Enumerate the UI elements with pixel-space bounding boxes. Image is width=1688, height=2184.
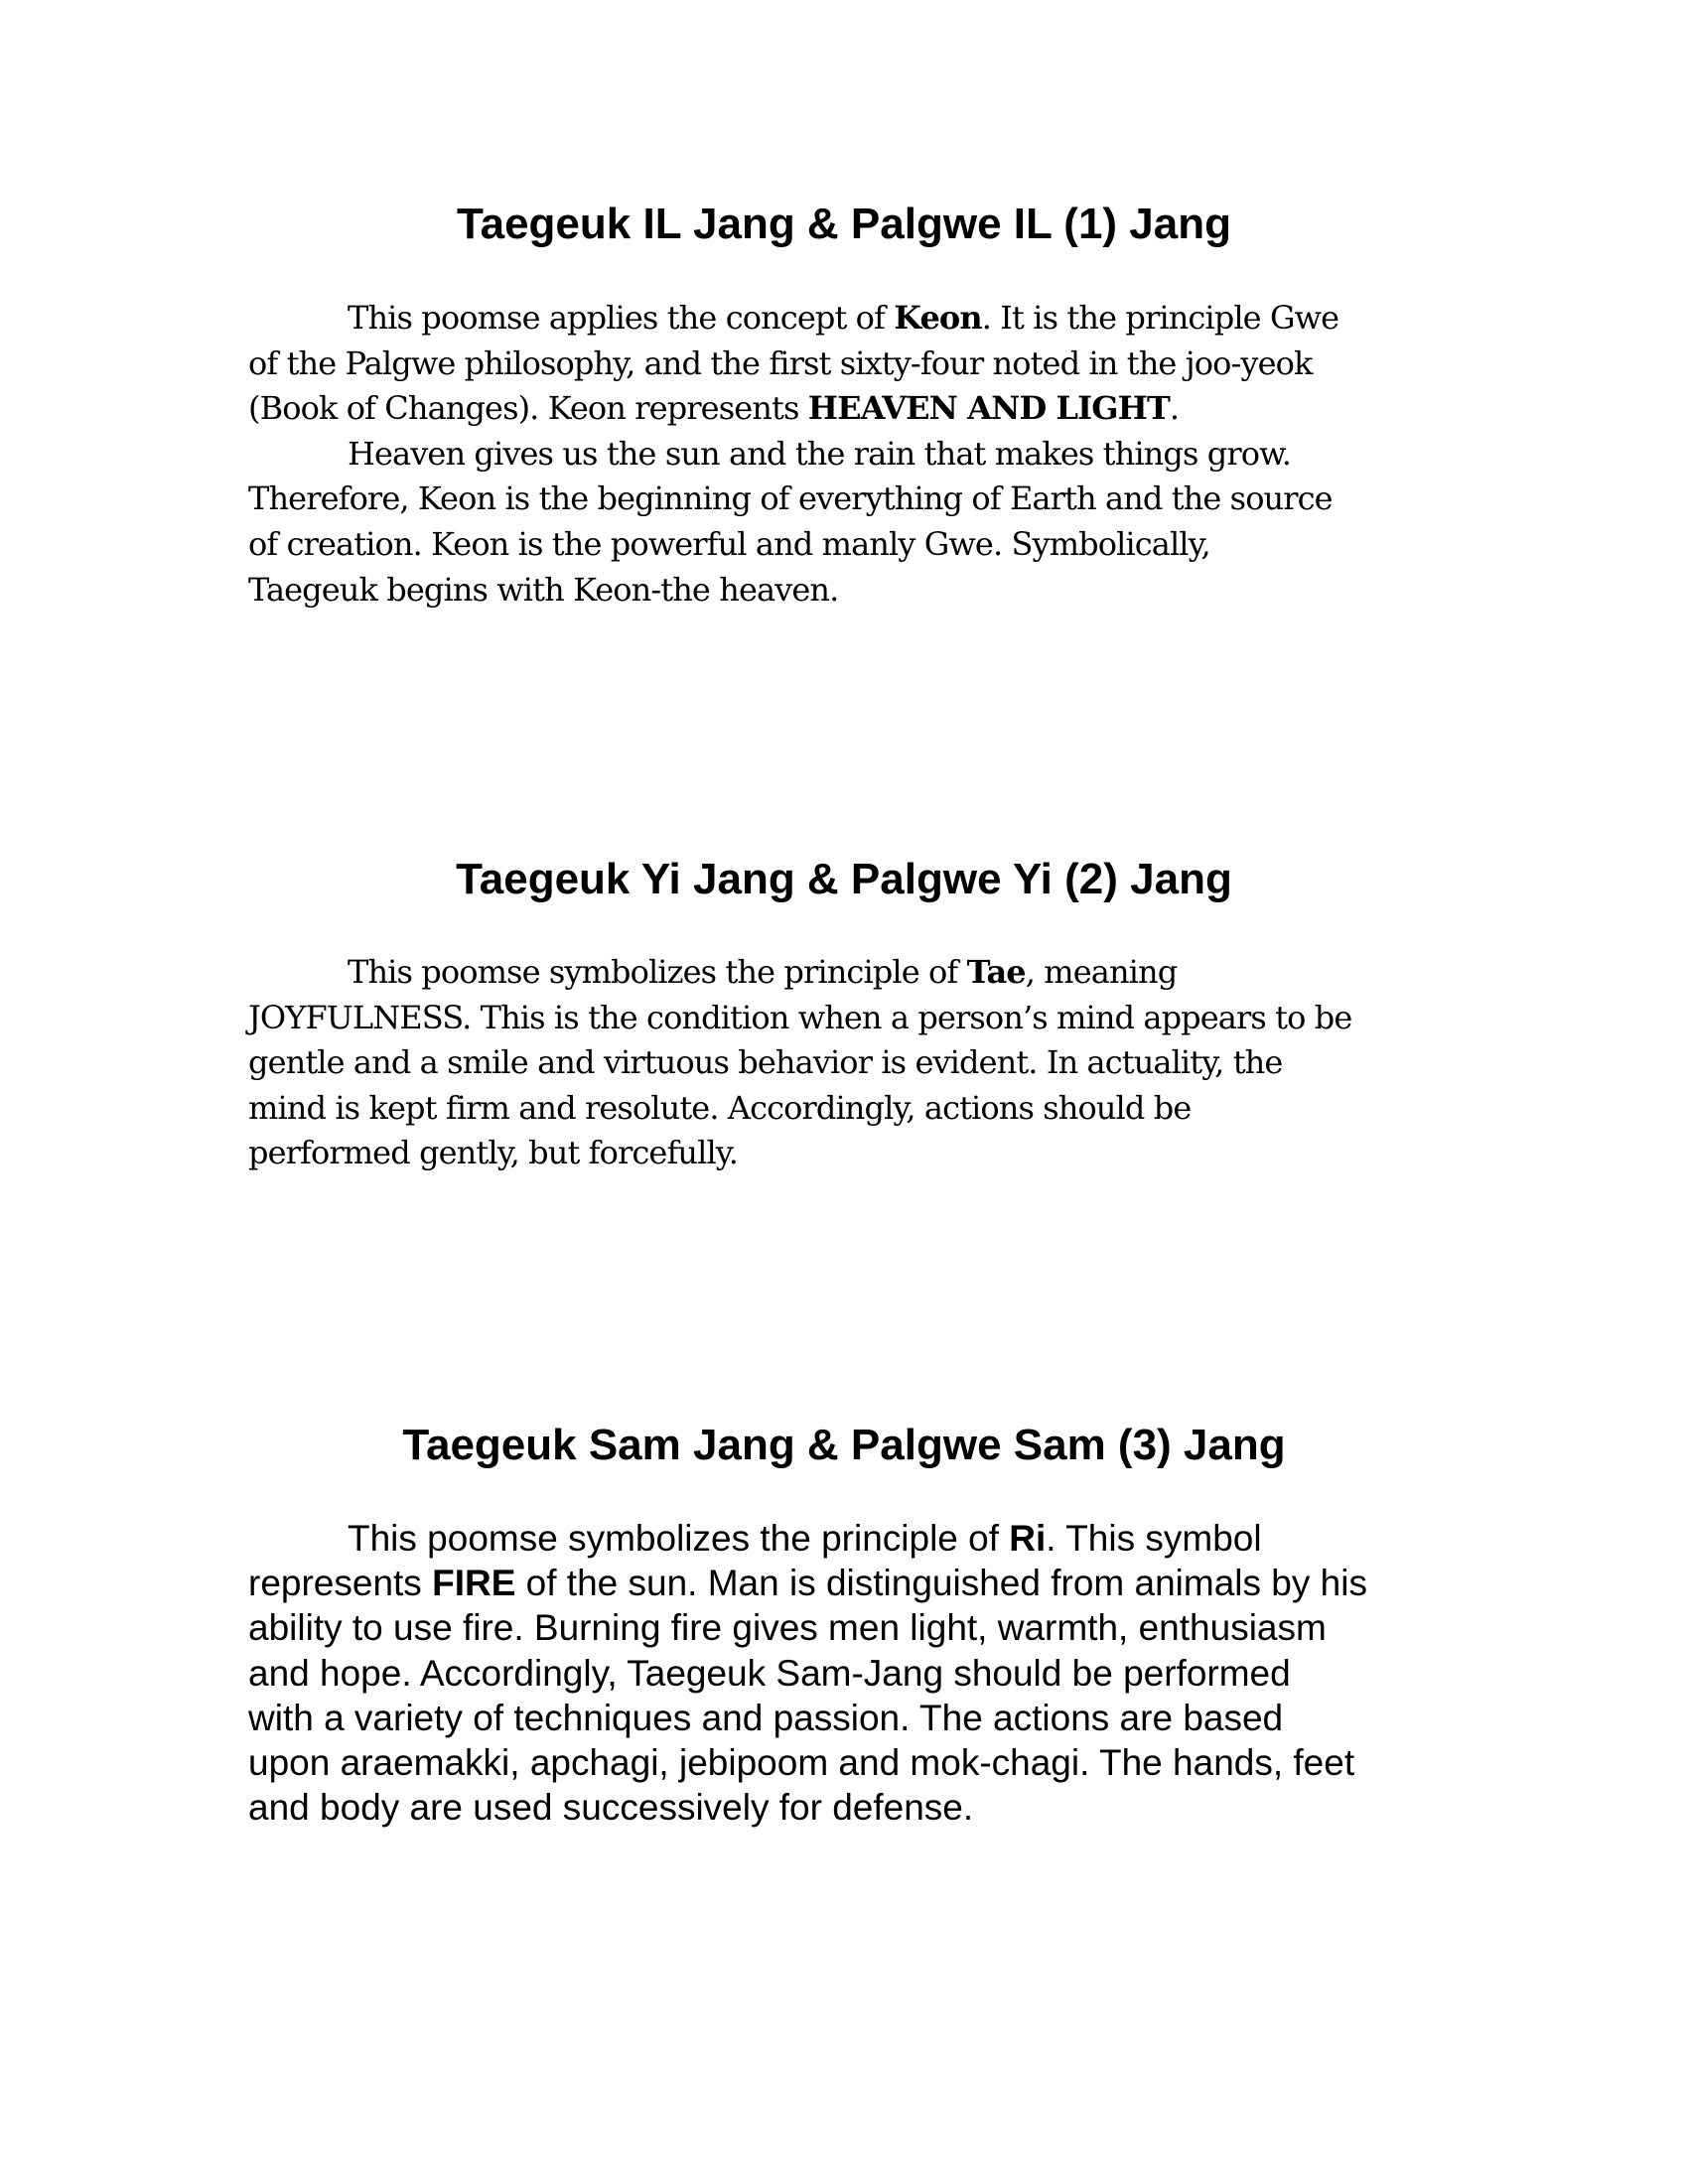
text-line: represents FIRE of the sun. Man is distinguished from animals by his — [248, 1563, 1367, 1604]
section-body-taegeuk-sam-jang — [248, 1516, 1479, 1830]
text-line: ability to use fire. Burning fire gives men light, warmth, enthusiasm — [248, 1607, 1327, 1649]
section-body-taegeuk-il-jang — [248, 296, 1479, 613]
text-line: and hope. Accordingly, Taegeuk Sam-Jang should be performed — [248, 1652, 1291, 1694]
text-line: JOYFULNESS. This is the condition when a person’s mind appears to be — [248, 998, 1352, 1036]
bold-term-ri: Ri — [1009, 1518, 1047, 1559]
text-line: This poomse symbolizes the principle of Ri. This symbol — [348, 1518, 1262, 1559]
text-line: Taegeuk begins with Keon-the heaven. — [248, 570, 839, 609]
text-line: performed gently, but forcefully. — [248, 1134, 738, 1172]
text-line: (Book of Changes). Keon represents HEAVEN AND LIGHT. — [248, 389, 1180, 428]
bold-term-heaven-and-light: HEAVEN AND LIGHT — [807, 389, 1170, 428]
text-line: Heaven gives us the sun and the rain that makes things grow. — [348, 434, 1292, 473]
text-line: with a variety of techniques and passion. The actions are based — [248, 1697, 1284, 1738]
text-line: of creation. Keon is the powerful and manly Gwe. Symbolically, — [248, 524, 1210, 563]
text-line: This poomse symbolizes the principle of Tae, meaning — [348, 953, 1178, 991]
text-line: upon araemakki, apchagi, jebipoom and mok-chagi. The hands, feet — [248, 1742, 1355, 1784]
section-heading-taegeuk-sam-jang: Taegeuk Sam Jang & Palgwe Sam (3) Jang — [402, 1421, 1286, 1469]
text-line: Therefore, Keon is the beginning of everything of Earth and the source — [248, 479, 1333, 518]
bold-term-fire: FIRE — [432, 1563, 516, 1604]
text-line: of the Palgwe philosophy, and the first sixty-four noted in the joo-yeok — [248, 343, 1313, 382]
text-line: This poomse applies the concept of Keon. It is the principle Gwe — [348, 299, 1339, 337]
text-line: gentle and a smile and virtuous behavior is evident. In actuality, the — [248, 1043, 1283, 1082]
section-body-taegeuk-yi-jang — [248, 950, 1479, 1176]
section-heading-taegeuk-yi-jang: Taegeuk Yi Jang & Palgwe Yi (2) Jang — [456, 855, 1232, 903]
text-line: mind is kept firm and resolute. Accordingly, actions should be — [248, 1088, 1192, 1127]
text-line: and body are used successively for defense. — [248, 1787, 974, 1829]
bold-term-tae: Tae — [966, 953, 1026, 991]
bold-term-keon: Keon — [894, 299, 982, 337]
section-heading-taegeuk-il-jang: Taegeuk IL Jang & Palgwe IL (1) Jang — [457, 200, 1231, 248]
